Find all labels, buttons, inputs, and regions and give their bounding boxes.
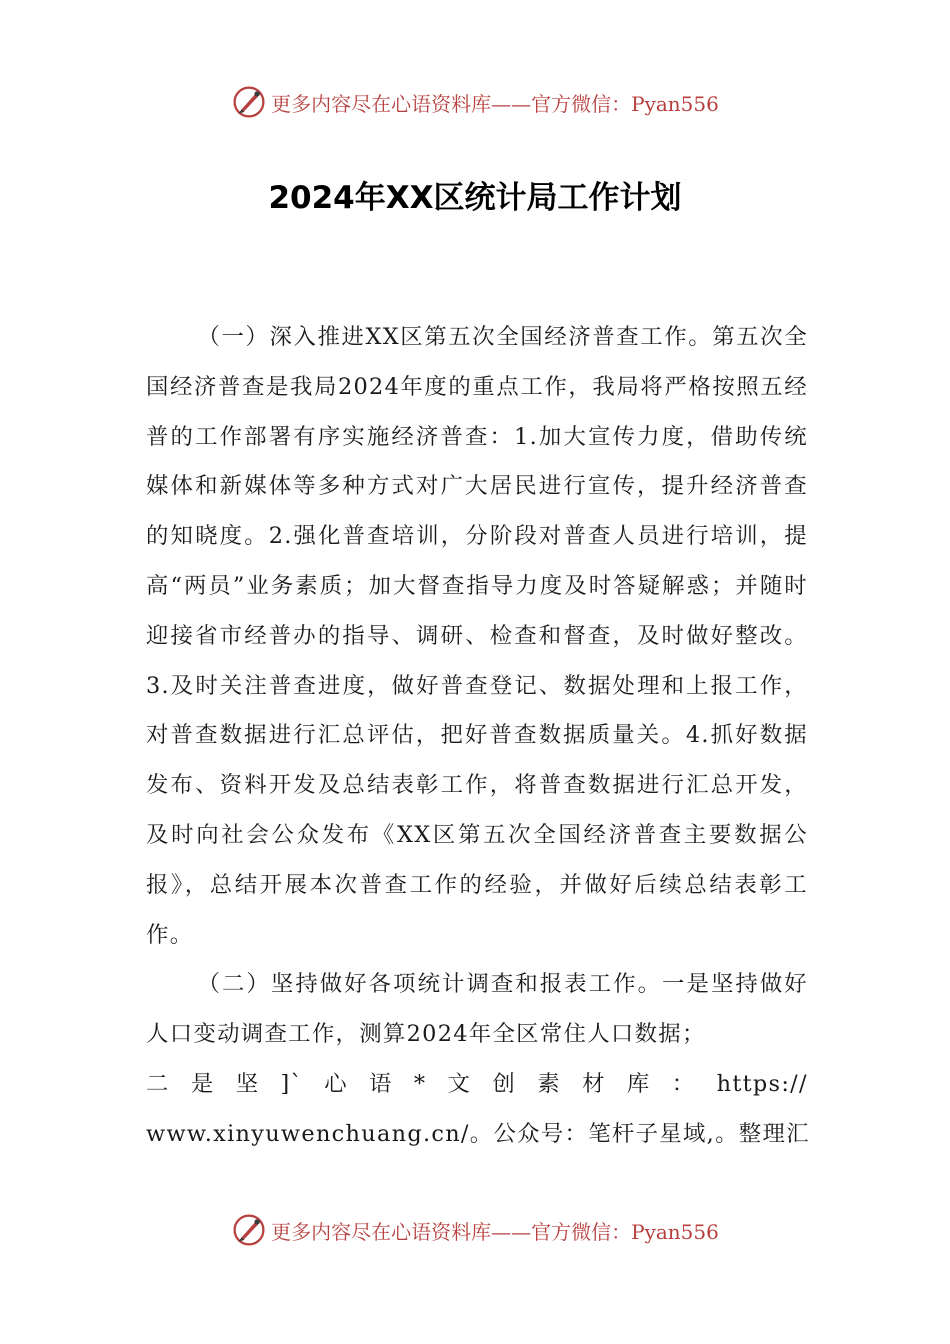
watermark-text: 更多内容尽在心语资料库——官方微信：Pyan556 [271,91,719,116]
last-line: www.xinyuwenchuang.cn/。公众号：笔杆子星域,。整理汇 [146,1120,810,1147]
document-body [146,313,808,1160]
pen-logo-icon [231,84,267,120]
pen-logo-icon [231,1212,267,1248]
footer-watermark [0,1208,950,1252]
spread-line: 二 是 坚 ]` 心 语 * 文 创 素 材 库 ： https:// [146,1070,808,1097]
paragraph-2: （二）坚持做好各项统计调查和报表工作。一是坚持做好人口变动调查工作，测算2024年全区常住人口数据； [146,971,808,1048]
document-title: 2024年XX区统计局工作计划 [268,180,682,216]
watermark-text: 更多内容尽在心语资料库——官方微信：Pyan556 [271,1219,719,1244]
paragraph-1: （一）深入推进XX区第五次全国经济普查工作。第五次全国经济普查是我局2024年度的重点工作，我局将严格按照五经普的工作部署有序实施经济普查：1.加大宣传力度，借助传统媒体和新媒体等多种方式对广大居民进行宣传，提升经济普查的知晓度。2.强化普查培训，分阶段对普查人员进行培训，提高“两员”业务素质；加大督查指导力度及时答疑解惑；并随时迎接省市经普办的指导、调研、检查和督查，及时做好整改。3.及时关注普查进度，做好普查登记、数据处理和上报工作，对普查数据进行汇总评估，把好普查数据质量关。4.抓好数据发布、资料开发及总结表彰工作，将普查数据进行汇总开发，及时向社会公众发布《XX区第五次全国经济普查主要数据公报》，总结开展本次普查工作的经验，并做好后续总结表彰工作。 [146,324,808,948]
header-watermark [0,80,950,124]
